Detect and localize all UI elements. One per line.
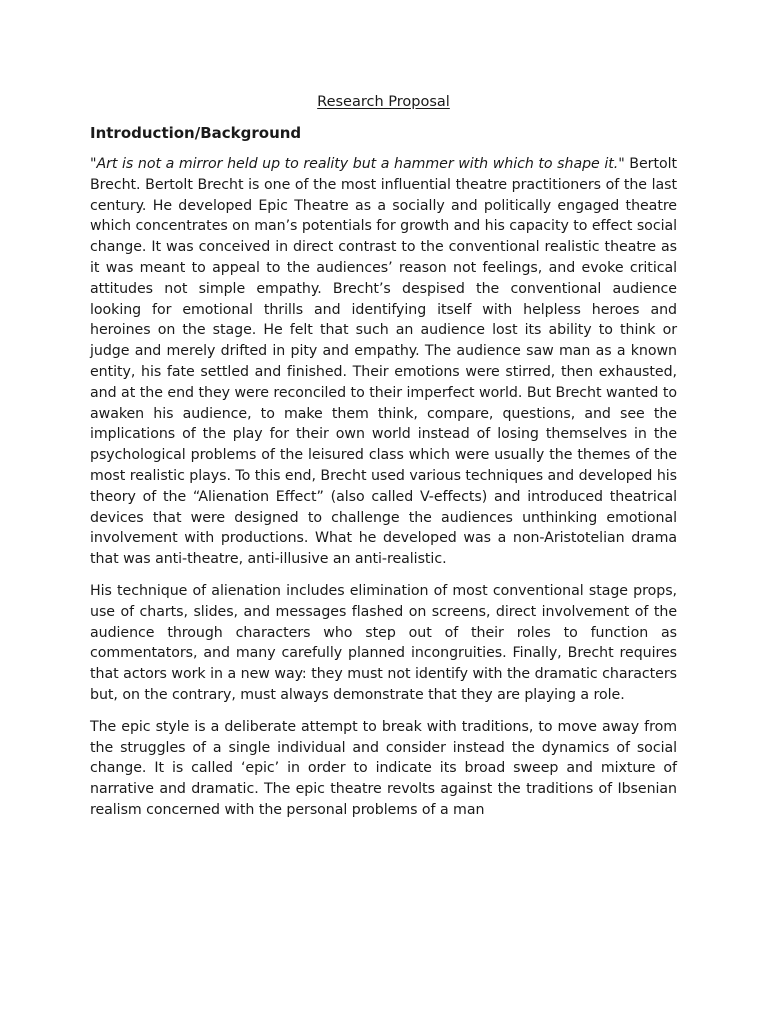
paragraph-2: His technique of alienation includes elimination of most conventional stage props, use of charts, slides, and messages flashed on screens, direct involvement of the audience through characters who step out of their roles to function as commentators, and many carefully planned incongruities. Finally, Brecht requires that actors work in a new way: they must not identify with the dramatic characters but, on the contrary, must always demonstrate that they are playing a role. <box>90 582 677 703</box>
document-title: Research Proposal <box>317 94 450 110</box>
quote-close-mark: " <box>618 156 625 172</box>
paragraph-1-body: Bertolt Brecht. Bertolt Brecht is one of the most influential theatre practitioners of the last century. He developed Epic Theatre as a socially and politically engaged theatre which concentrates on man’s potentials for growth and his capacity to effect social change. It was conceived in direct contrast to the conventional realistic theatre as it was meant to appeal to the audiences’ reason not feelings, and evoke critical attitudes not simple empathy. Brecht’s despised the conventional audience looking for emotional thrills and identifying itself with helpless heroes and heroines on the stage. He felt that such an audience lost its ability to think or judge and merely drifted in pity and empathy. The audience saw man as a known entity, his fate settled and finished. Their emotions were stirred, then exhausted, and at the end they were reconciled to their imperfect world. But Brecht wanted to awaken his audience, to make them think, compare, questions, and see the implications of the play for their own world instead of losing themselves in the psychological problems of the leisured class which were usually the themes of the most realistic plays. To this end, Brecht used various techniques and developed his theory of the “Alienation Effect” (also called V-effects) and introduced theatrical devices that were designed to challenge the audiences unthinking emotional involvement with productions. What he developed was a non-Aristotelian drama that was anti-theatre, anti-illusive an anti-realistic. <box>90 156 677 568</box>
paragraph-1 <box>90 154 677 570</box>
quote-open-mark: " <box>90 156 97 172</box>
section-heading: Introduction/Background <box>90 124 302 142</box>
paragraph-3: The epic style is a deliberate attempt to break with traditions, to move away from the struggles of a single individual and consider instead the dynamics of social change. It is called ‘epic’ in order to indicate its broad sweep and mixture of narrative and dramatic. The epic theatre revolts against the traditions of Ibsenian realism concerned with the personal problems of a man <box>90 718 677 818</box>
document-page <box>90 92 677 832</box>
brecht-quote: Art is not a mirror held up to reality but a hammer with which to shape it. <box>96 156 619 172</box>
